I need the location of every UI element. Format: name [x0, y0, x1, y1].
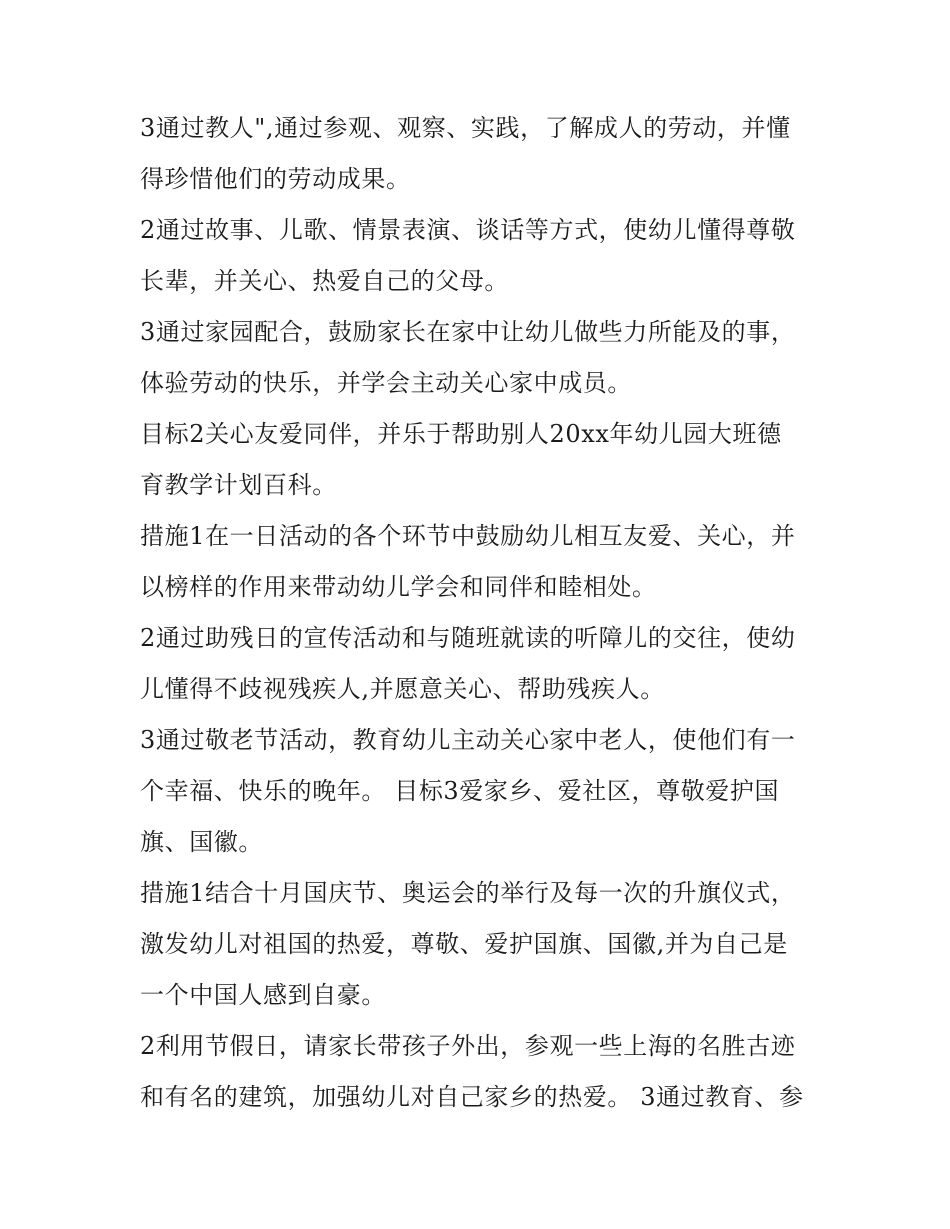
text-line-18: 一个中国人感到自豪。 — [140, 981, 386, 1009]
text-line-20: 和有名的建筑，加强幼儿对自己家乡的热爱。 3通过教育、参 — [140, 1083, 804, 1111]
text-line-10: 以榜样的作用来带动幼儿学会和同伴和睦相处。 — [140, 573, 657, 601]
text-line-13: 3通过敬老节活动，教育幼儿主动关心家中老人，使他们有一 — [140, 726, 796, 754]
text-line-15: 旗、国徽。 — [140, 828, 263, 856]
text-line-7: 目标2关心友爱同伴，并乐于帮助别人20xx年幼儿园大班德 — [140, 420, 782, 448]
text-line-12: 儿懂得不歧视残疾人,并愿意关心、帮助残疾人。 — [140, 675, 665, 703]
text-line-19: 2利用节假日，请家长带孩子外出，参观一些上海的名胜古迹 — [140, 1032, 796, 1060]
text-line-3: 2通过故事、儿歌、情景表演、谈话等方式，使幼儿懂得尊敬 — [140, 216, 796, 244]
text-line-17: 激发幼儿对祖国的热爱，尊敬、爱护国旗、国徽,并为自己是 — [140, 930, 788, 958]
text-line-16: 措施1结合十月国庆节、奥运会的举行及每一次的升旗仪式， — [140, 879, 796, 907]
text-line-5: 3通过家园配合，鼓励家长在家中让幼儿做些力所能及的事， — [140, 318, 796, 346]
text-line-2: 得珍惜他们的劳动成果。 — [140, 165, 411, 193]
text-line-8: 育教学计划百科。 — [140, 471, 337, 499]
document-body — [140, 103, 820, 1123]
text-line-11: 2通过助残日的宣传活动和与随班就读的听障儿的交往，使幼 — [140, 624, 796, 652]
text-line-6: 体验劳动的快乐，并学会主动关心家中成员。 — [140, 369, 632, 397]
text-line-1: 3通过教人",通过参观、观察、实践，了解成人的劳动，并懂 — [140, 114, 791, 142]
text-line-14: 个幸福、快乐的晚年。 目标3爱家乡、爱社区，尊敬爱护国 — [140, 777, 780, 805]
text-line-4: 长辈，并关心、热爱自己的父母。 — [140, 267, 509, 295]
text-line-9: 措施1在一日活动的各个环节中鼓励幼儿相互友爱、关心，并 — [140, 522, 796, 550]
